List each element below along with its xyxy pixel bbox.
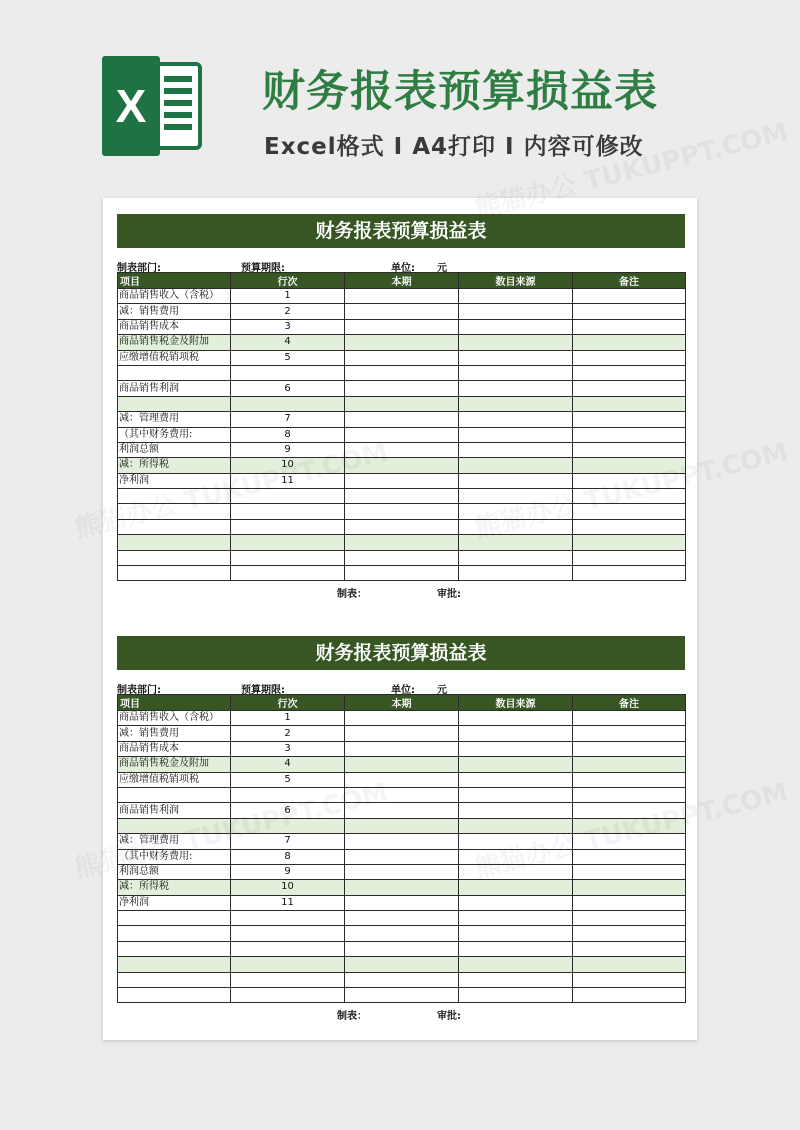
table-row xyxy=(118,519,686,534)
table-row xyxy=(118,458,686,473)
table-row xyxy=(118,864,686,879)
current-period-cell[interactable] xyxy=(345,834,459,849)
table-row xyxy=(118,473,686,488)
item-cell[interactable] xyxy=(118,566,231,581)
remark-cell[interactable] xyxy=(573,442,686,457)
column-header: 备注 xyxy=(573,273,686,289)
item-cell[interactable]: 减：所得税 xyxy=(118,458,231,473)
current-period-cell[interactable] xyxy=(345,304,459,319)
table-header-row xyxy=(118,273,686,289)
source-cell[interactable] xyxy=(459,458,573,473)
column-header: 行次 xyxy=(231,695,345,711)
remark-cell[interactable] xyxy=(573,304,686,319)
table-row xyxy=(118,289,686,304)
line-number-cell[interactable] xyxy=(231,535,345,550)
line-number-cell[interactable]: 1 xyxy=(231,289,345,304)
source-cell[interactable] xyxy=(459,834,573,849)
line-number-cell[interactable] xyxy=(231,787,345,802)
table-row xyxy=(118,849,686,864)
line-number-cell[interactable]: 1 xyxy=(231,711,345,726)
source-cell[interactable] xyxy=(459,519,573,534)
source-cell[interactable] xyxy=(459,442,573,457)
source-cell[interactable] xyxy=(459,365,573,380)
current-period-cell[interactable] xyxy=(345,458,459,473)
item-cell[interactable] xyxy=(118,957,231,972)
line-number-cell[interactable] xyxy=(231,957,345,972)
remark-cell[interactable] xyxy=(573,519,686,534)
line-number-cell[interactable] xyxy=(231,926,345,941)
line-number-cell[interactable] xyxy=(231,566,345,581)
remark-cell[interactable] xyxy=(573,427,686,442)
table-row xyxy=(118,381,686,396)
column-header: 项目 xyxy=(118,273,231,289)
current-period-cell[interactable] xyxy=(345,757,459,772)
remark-cell[interactable] xyxy=(573,895,686,910)
current-period-cell[interactable] xyxy=(345,396,459,411)
current-period-cell[interactable] xyxy=(345,880,459,895)
main-title: 财务报表预算损益表 xyxy=(262,67,658,117)
remark-cell[interactable] xyxy=(573,396,686,411)
line-number-cell[interactable]: 8 xyxy=(231,427,345,442)
column-header: 备注 xyxy=(573,695,686,711)
column-header: 数目来源 xyxy=(459,695,573,711)
item-cell[interactable]: 商品销售税金及附加 xyxy=(118,335,231,350)
item-cell[interactable]: 减：销售费用 xyxy=(118,726,231,741)
current-period-cell[interactable] xyxy=(345,412,459,427)
line-number-cell[interactable]: 4 xyxy=(231,335,345,350)
item-cell[interactable]: 利润总额 xyxy=(118,864,231,879)
table-row xyxy=(118,834,686,849)
current-period-cell[interactable] xyxy=(345,473,459,488)
table-header-row xyxy=(118,695,686,711)
current-period-cell[interactable] xyxy=(345,381,459,396)
item-cell[interactable] xyxy=(118,396,231,411)
line-number-cell[interactable] xyxy=(231,911,345,926)
current-period-cell[interactable] xyxy=(345,849,459,864)
line-number-cell[interactable] xyxy=(231,988,345,1003)
item-cell[interactable]: （其中财务费用: xyxy=(118,849,231,864)
line-number-cell[interactable]: 3 xyxy=(231,319,345,334)
sheet-footer xyxy=(117,581,685,603)
current-period-cell[interactable] xyxy=(345,350,459,365)
unit-value: 元 xyxy=(437,263,447,274)
table-row xyxy=(118,489,686,504)
source-cell[interactable] xyxy=(459,926,573,941)
unit-label: 单位: xyxy=(391,263,415,274)
source-cell[interactable] xyxy=(459,427,573,442)
line-number-cell[interactable] xyxy=(231,972,345,987)
line-number-cell[interactable]: 7 xyxy=(231,834,345,849)
item-cell[interactable]: 减：所得税 xyxy=(118,880,231,895)
current-period-cell[interactable] xyxy=(345,519,459,534)
remark-cell[interactable] xyxy=(573,473,686,488)
item-cell[interactable]: 商品销售成本 xyxy=(118,741,231,756)
remark-cell[interactable] xyxy=(573,818,686,833)
line-number-cell[interactable]: 11 xyxy=(231,895,345,910)
table-row xyxy=(118,335,686,350)
remark-cell[interactable] xyxy=(573,957,686,972)
current-period-cell[interactable] xyxy=(345,427,459,442)
source-cell[interactable] xyxy=(459,489,573,504)
item-cell[interactable]: 商品销售成本 xyxy=(118,319,231,334)
current-period-cell[interactable] xyxy=(345,972,459,987)
item-cell[interactable] xyxy=(118,535,231,550)
item-cell[interactable]: 应缴增值税销项税 xyxy=(118,772,231,787)
remark-cell[interactable] xyxy=(573,911,686,926)
source-cell[interactable] xyxy=(459,803,573,818)
line-number-cell[interactable]: 6 xyxy=(231,381,345,396)
source-cell[interactable] xyxy=(459,335,573,350)
item-cell[interactable] xyxy=(118,489,231,504)
line-number-cell[interactable]: 2 xyxy=(231,726,345,741)
current-period-cell[interactable] xyxy=(345,335,459,350)
report-sheet-2 xyxy=(117,636,685,1025)
approve-label: 审批: xyxy=(437,589,461,601)
source-cell[interactable] xyxy=(459,726,573,741)
line-number-cell[interactable]: 8 xyxy=(231,849,345,864)
current-period-cell[interactable] xyxy=(345,941,459,956)
remark-cell[interactable] xyxy=(573,550,686,565)
remark-cell[interactable] xyxy=(573,972,686,987)
table-row xyxy=(118,427,686,442)
column-header: 项目 xyxy=(118,695,231,711)
current-period-cell[interactable] xyxy=(345,926,459,941)
table-row xyxy=(118,895,686,910)
table-row xyxy=(118,711,686,726)
remark-cell[interactable] xyxy=(573,412,686,427)
source-cell[interactable] xyxy=(459,757,573,772)
current-period-cell[interactable] xyxy=(345,319,459,334)
source-cell[interactable] xyxy=(459,550,573,565)
column-header: 数目来源 xyxy=(459,273,573,289)
unit-label: 单位: xyxy=(391,685,415,696)
table-row xyxy=(118,442,686,457)
source-cell[interactable] xyxy=(459,535,573,550)
item-cell[interactable]: 净利润 xyxy=(118,473,231,488)
period-label: 预算期限: xyxy=(241,263,285,274)
current-period-cell[interactable] xyxy=(345,365,459,380)
source-cell[interactable] xyxy=(459,350,573,365)
source-cell[interactable] xyxy=(459,911,573,926)
meta-row xyxy=(117,248,685,272)
source-cell[interactable] xyxy=(459,473,573,488)
remark-cell[interactable] xyxy=(573,849,686,864)
dept-label: 制表部门: xyxy=(117,685,161,696)
sheet-title: 财务报表预算损益表 xyxy=(117,214,685,248)
current-period-cell[interactable] xyxy=(345,711,459,726)
column-header: 行次 xyxy=(231,273,345,289)
line-number-cell[interactable]: 5 xyxy=(231,350,345,365)
current-period-cell[interactable] xyxy=(345,803,459,818)
table-row xyxy=(118,957,686,972)
table-row xyxy=(118,787,686,802)
source-cell[interactable] xyxy=(459,381,573,396)
item-cell[interactable]: 商品销售利润 xyxy=(118,381,231,396)
remark-cell[interactable] xyxy=(573,319,686,334)
current-period-cell[interactable] xyxy=(345,957,459,972)
remark-cell[interactable] xyxy=(573,335,686,350)
source-cell[interactable] xyxy=(459,741,573,756)
source-cell[interactable] xyxy=(459,304,573,319)
remark-cell[interactable] xyxy=(573,926,686,941)
table-row xyxy=(118,566,686,581)
table-row xyxy=(118,988,686,1003)
line-number-cell[interactable]: 10 xyxy=(231,880,345,895)
table-row xyxy=(118,972,686,987)
table-row xyxy=(118,319,686,334)
table-row xyxy=(118,365,686,380)
line-number-cell[interactable]: 2 xyxy=(231,304,345,319)
source-cell[interactable] xyxy=(459,972,573,987)
source-cell[interactable] xyxy=(459,566,573,581)
current-period-cell[interactable] xyxy=(345,911,459,926)
remark-cell[interactable] xyxy=(573,350,686,365)
item-cell[interactable]: 减：管理费用 xyxy=(118,834,231,849)
current-period-cell[interactable] xyxy=(345,895,459,910)
current-period-cell[interactable] xyxy=(345,550,459,565)
table-row xyxy=(118,803,686,818)
item-cell[interactable]: 商品销售收入（含税） xyxy=(118,289,231,304)
line-number-cell[interactable] xyxy=(231,519,345,534)
period-label: 预算期限: xyxy=(241,685,285,696)
item-cell[interactable]: （其中财务费用: xyxy=(118,427,231,442)
current-period-cell[interactable] xyxy=(345,489,459,504)
report-table xyxy=(117,272,686,581)
paper-preview xyxy=(103,198,697,1040)
line-number-cell[interactable]: 9 xyxy=(231,442,345,457)
source-cell[interactable] xyxy=(459,787,573,802)
item-cell[interactable] xyxy=(118,550,231,565)
item-cell[interactable]: 利润总额 xyxy=(118,442,231,457)
item-cell[interactable]: 净利润 xyxy=(118,895,231,910)
item-cell[interactable] xyxy=(118,787,231,802)
current-period-cell[interactable] xyxy=(345,787,459,802)
meta-row xyxy=(117,670,685,694)
source-cell[interactable] xyxy=(459,818,573,833)
source-cell[interactable] xyxy=(459,504,573,519)
item-cell[interactable]: 商品销售税金及附加 xyxy=(118,757,231,772)
table-row xyxy=(118,911,686,926)
source-cell[interactable] xyxy=(459,319,573,334)
current-period-cell[interactable] xyxy=(345,772,459,787)
source-cell[interactable] xyxy=(459,880,573,895)
item-cell[interactable] xyxy=(118,926,231,941)
remark-cell[interactable] xyxy=(573,381,686,396)
remark-cell[interactable] xyxy=(573,864,686,879)
source-cell[interactable] xyxy=(459,711,573,726)
remark-cell[interactable] xyxy=(573,741,686,756)
remark-cell[interactable] xyxy=(573,365,686,380)
table-row xyxy=(118,550,686,565)
column-header: 本期 xyxy=(345,273,459,289)
source-cell[interactable] xyxy=(459,864,573,879)
maker-label: 制表： xyxy=(337,1011,367,1023)
remark-cell[interactable] xyxy=(573,711,686,726)
item-cell[interactable] xyxy=(118,365,231,380)
line-number-cell[interactable] xyxy=(231,941,345,956)
line-number-cell[interactable]: 4 xyxy=(231,757,345,772)
line-number-cell[interactable]: 5 xyxy=(231,772,345,787)
current-period-cell[interactable] xyxy=(345,289,459,304)
table-row xyxy=(118,304,686,319)
table-row xyxy=(118,926,686,941)
source-cell[interactable] xyxy=(459,895,573,910)
remark-cell[interactable] xyxy=(573,566,686,581)
remark-cell[interactable] xyxy=(573,880,686,895)
line-number-cell[interactable] xyxy=(231,396,345,411)
current-period-cell[interactable] xyxy=(345,988,459,1003)
line-number-cell[interactable]: 6 xyxy=(231,803,345,818)
item-cell[interactable] xyxy=(118,911,231,926)
item-cell[interactable] xyxy=(118,941,231,956)
table-row xyxy=(118,350,686,365)
remark-cell[interactable] xyxy=(573,289,686,304)
item-cell[interactable] xyxy=(118,988,231,1003)
remark-cell[interactable] xyxy=(573,787,686,802)
source-cell[interactable] xyxy=(459,941,573,956)
remark-cell[interactable] xyxy=(573,834,686,849)
source-cell[interactable] xyxy=(459,988,573,1003)
table-row xyxy=(118,726,686,741)
remark-cell[interactable] xyxy=(573,535,686,550)
line-number-cell[interactable]: 9 xyxy=(231,864,345,879)
line-number-cell[interactable]: 3 xyxy=(231,741,345,756)
source-cell[interactable] xyxy=(459,289,573,304)
line-number-cell[interactable] xyxy=(231,365,345,380)
source-cell[interactable] xyxy=(459,957,573,972)
source-cell[interactable] xyxy=(459,396,573,411)
item-cell[interactable]: 减：管理费用 xyxy=(118,412,231,427)
remark-cell[interactable] xyxy=(573,772,686,787)
table-row xyxy=(118,535,686,550)
source-cell[interactable] xyxy=(459,412,573,427)
unit-value: 元 xyxy=(437,685,447,696)
remark-cell[interactable] xyxy=(573,489,686,504)
excel-icon xyxy=(98,56,206,156)
table-row xyxy=(118,412,686,427)
item-cell[interactable]: 商品销售收入（含税） xyxy=(118,711,231,726)
current-period-cell[interactable] xyxy=(345,741,459,756)
current-period-cell[interactable] xyxy=(345,535,459,550)
current-period-cell[interactable] xyxy=(345,818,459,833)
item-cell[interactable]: 减：销售费用 xyxy=(118,304,231,319)
source-cell[interactable] xyxy=(459,772,573,787)
column-header: 本期 xyxy=(345,695,459,711)
dept-label: 制表部门: xyxy=(117,263,161,274)
line-number-cell[interactable]: 7 xyxy=(231,412,345,427)
table-row xyxy=(118,941,686,956)
remark-cell[interactable] xyxy=(573,988,686,1003)
item-cell[interactable] xyxy=(118,818,231,833)
table-row xyxy=(118,772,686,787)
table-row xyxy=(118,396,686,411)
page-header xyxy=(0,0,800,190)
report-table xyxy=(117,694,686,1003)
sub-title: Excel格式 I A4打印 I 内容可修改 xyxy=(264,134,644,160)
remark-cell[interactable] xyxy=(573,504,686,519)
table-row xyxy=(118,880,686,895)
sheet-title: 财务报表预算损益表 xyxy=(117,636,685,670)
table-row xyxy=(118,757,686,772)
current-period-cell[interactable] xyxy=(345,864,459,879)
line-number-cell[interactable] xyxy=(231,818,345,833)
line-number-cell[interactable]: 11 xyxy=(231,473,345,488)
line-number-cell[interactable]: 10 xyxy=(231,458,345,473)
line-number-cell[interactable] xyxy=(231,550,345,565)
remark-cell[interactable] xyxy=(573,726,686,741)
table-row xyxy=(118,818,686,833)
current-period-cell[interactable] xyxy=(345,442,459,457)
table-row xyxy=(118,741,686,756)
remark-cell[interactable] xyxy=(573,458,686,473)
line-number-cell[interactable] xyxy=(231,489,345,504)
remark-cell[interactable] xyxy=(573,757,686,772)
report-sheet-1 xyxy=(117,214,685,603)
remark-cell[interactable] xyxy=(573,941,686,956)
sheet-footer xyxy=(117,1003,685,1025)
remark-cell[interactable] xyxy=(573,803,686,818)
item-cell[interactable] xyxy=(118,519,231,534)
current-period-cell[interactable] xyxy=(345,504,459,519)
logo-letter: X xyxy=(115,80,147,132)
approve-label: 审批: xyxy=(437,1011,461,1023)
current-period-cell[interactable] xyxy=(345,566,459,581)
item-cell[interactable] xyxy=(118,504,231,519)
maker-label: 制表： xyxy=(337,589,367,601)
table-row xyxy=(118,504,686,519)
item-cell[interactable]: 商品销售利润 xyxy=(118,803,231,818)
item-cell[interactable] xyxy=(118,972,231,987)
source-cell[interactable] xyxy=(459,849,573,864)
current-period-cell[interactable] xyxy=(345,726,459,741)
item-cell[interactable]: 应缴增值税销项税 xyxy=(118,350,231,365)
line-number-cell[interactable] xyxy=(231,504,345,519)
